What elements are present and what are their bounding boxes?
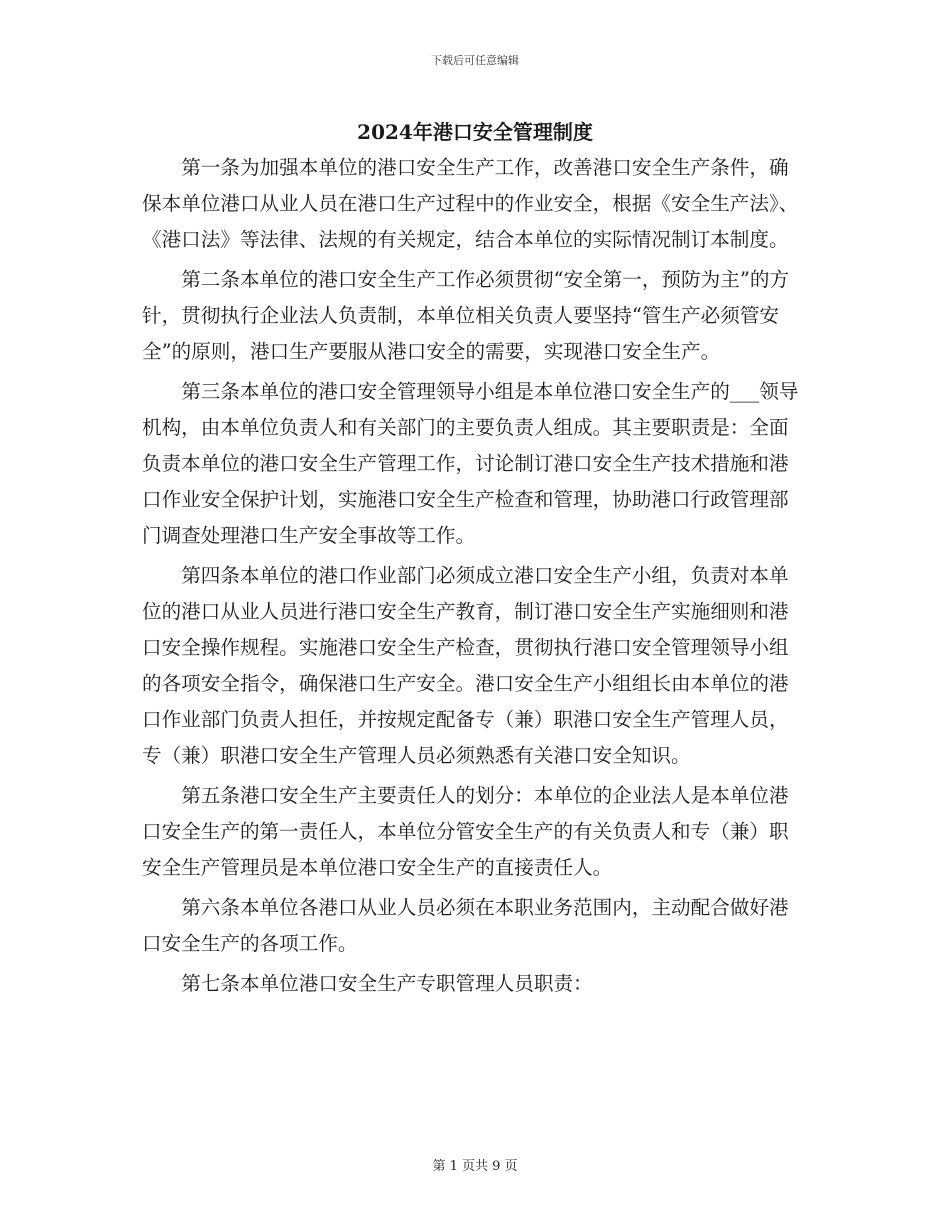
paragraph-article-4: 第四条本单位的港口作业部门必须成立港口安全生产小组，负责对本单位的港口从业人员进行港口安全生产教育，制订港口安全生产实施细则和港口安全操作规程。实施港口安全生产检查，贯彻执行港口安全管理领导小组的各项安全指令，确保港口生产安全。港口安全生产小组组长由本单位的港口作业部门负责人担任，并按规定配备专（兼）职港口安全生产管理人员，专（兼）职港口安全生产管理人员必须熟悉有关港口安全知识。	[142, 564, 789, 767]
paragraph-article-2: 第二条本单位的港口安全生产工作必须贯彻“安全第一，预防为主”的方针，贯彻执行企业法人负责制，本单位相关负责人要坚持“管生产必须管安全”的原则，港口生产要服从港口安全的需要，实现港口安全生产。	[142, 268, 790, 363]
download-note: 下载后可任意编辑	[431, 54, 519, 67]
paragraph-article-3: 第三条本单位的港口安全管理领导小组是本单位港口安全生产的___领导机构，由本单位负责人和有关部门的主要负责人组成。其主要职责是：全面负责本单位的港口安全生产管理工作，讨论制订港口安全生产技术措施和港口作业安全保护计划，实施港口安全生产检查和管理，协助港口行政管理部门调查处理港口生产安全事故等工作。	[142, 380, 799, 547]
page-number: 第 1 页共 9 页	[432, 1159, 518, 1174]
document-body	[142, 150, 802, 1006]
document-title: 2024年港口安全管理制度	[357, 120, 593, 144]
paragraph-article-1: 第一条为加强本单位的港口安全生产工作，改善港口安全生产条件，确保本单位港口从业人员在港口生产过程中的作业安全，根据《安全生产法》、《港口法》等法律、法规的有关规定，结合本单位的实际情况制订本制度。	[142, 156, 799, 251]
paragraph-article-6: 第六条本单位各港口从业人员必须在本职业务范围内，主动配合做好港口安全生产的各项工作。	[142, 896, 789, 955]
paragraph-article-7: 第七条本单位港口安全生产专职管理人员职责：	[181, 972, 593, 995]
paragraph-article-5: 第五条港口安全生产主要责任人的划分：本单位的企业法人是本单位港口安全生产的第一责任人，本单位分管安全生产的有关负责人和专（兼）职安全生产管理员是本单位港口安全生产的直接责任人。	[142, 784, 789, 879]
